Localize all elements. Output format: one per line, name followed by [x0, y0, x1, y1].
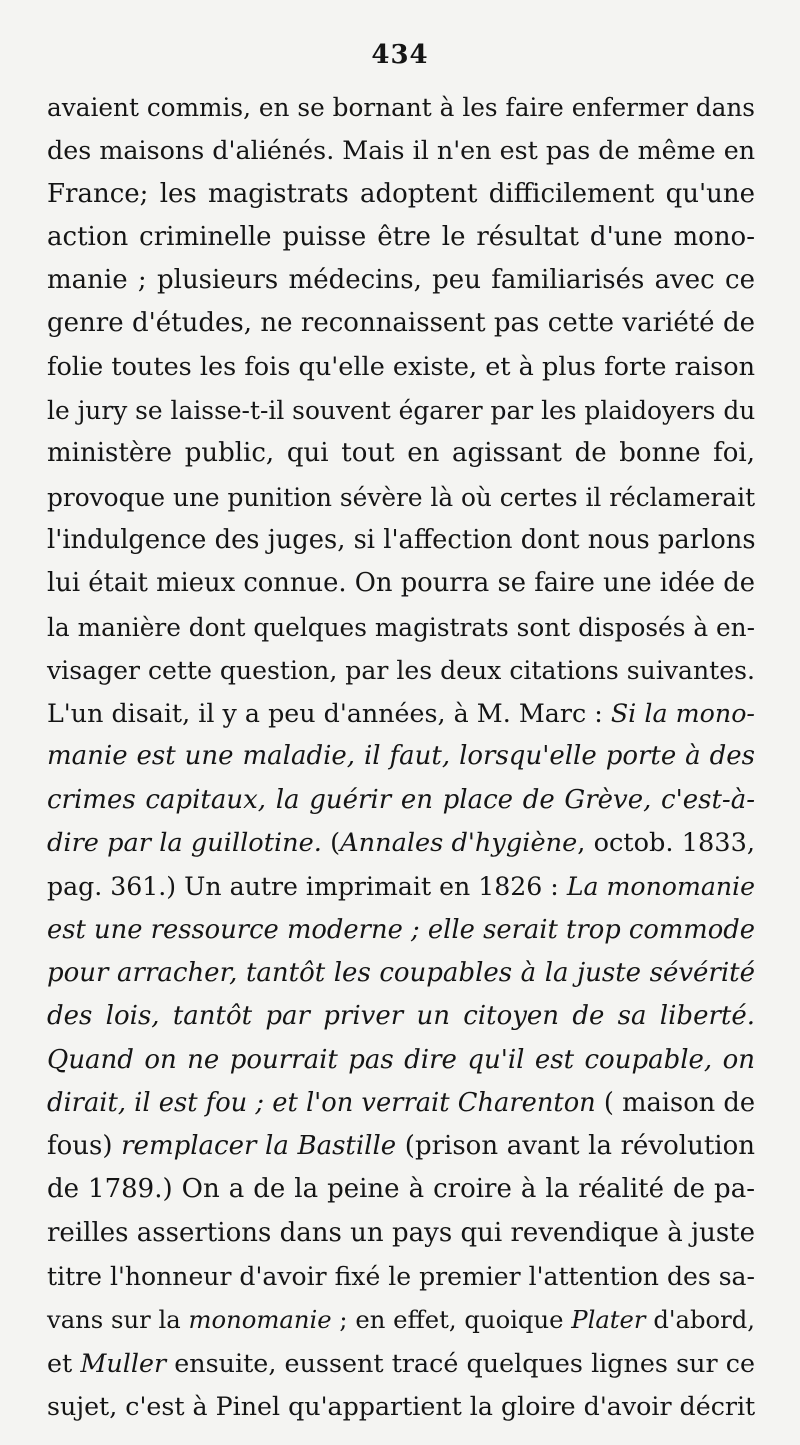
italic-text: Annales d'hygiène	[340, 828, 578, 859]
text-line	[47, 86, 755, 129]
text-run: ; en effet, quoique	[331, 1305, 572, 1335]
text-line	[47, 476, 755, 519]
text-run: avaient commis, en se bornant à les faire enfermer dans	[47, 93, 755, 122]
text-run: d'abord,	[645, 1305, 755, 1335]
text-line	[47, 216, 755, 259]
text-run: action criminelle puisse être le résultat d'une mono-	[47, 221, 755, 252]
text-run: l'indulgence des juges, si l'affection dont nous parlons	[47, 524, 756, 555]
text-run: visager cette question, par les deux citations suivantes.	[47, 655, 755, 685]
text-run: folie toutes les fois qu'elle existe, et à plus forte raison	[47, 351, 755, 382]
italic-text: La monomanie	[566, 872, 755, 902]
text-run: , octob. 1833,	[577, 828, 755, 859]
text-line	[47, 822, 755, 865]
text-line	[47, 606, 755, 649]
italic-text: crimes capitaux, la guérir en place de Grève, c'est-à-	[47, 784, 755, 815]
text-run: ( maison de	[595, 1087, 756, 1118]
text-line	[47, 735, 755, 778]
text-run: pag. 361.) Un autre imprimait en 1826 :	[47, 872, 567, 902]
text-line	[47, 909, 755, 952]
italic-text: des lois, tantôt par priver un citoyen de sa liberté.	[47, 1001, 755, 1032]
text-line	[47, 1342, 755, 1385]
text-run: (prison avant la révolution	[396, 1131, 755, 1162]
italic-text: pour arracher, tantôt les coupables à la juste sévérité	[47, 957, 755, 988]
text-run: France; les magistrats adoptent difficilement qu'une	[47, 178, 755, 209]
italic-text: Plater	[571, 1305, 646, 1335]
text-run: titre l'honneur d'avoir fixé le premier l'attention des sa-	[47, 1262, 755, 1292]
italic-text: Si la mono-	[610, 698, 755, 729]
text-line	[47, 129, 755, 172]
text-line	[47, 1385, 755, 1428]
italic-text: manie est une maladie, il faut, lorsqu'elle porte à des	[47, 741, 755, 772]
page-number: 434	[371, 40, 429, 70]
text-run: fous)	[47, 1131, 122, 1162]
text-line	[47, 1168, 755, 1211]
italic-text: dire par la guillotine.	[47, 828, 331, 859]
text-run: la manière dont quelques magistrats sont disposés à en-	[47, 612, 755, 642]
text-run: le jury se laisse-t-il souvent égarer par les plaidoyers du	[47, 396, 756, 426]
text-line	[47, 1298, 755, 1341]
text-run: lui était mieux connue. On pourra se faire une idée de	[47, 568, 755, 599]
text-run: reilles assertions dans un pays qui revendique à juste	[47, 1217, 755, 1248]
italic-text: Quand on ne pourrait pas dire qu'il est coupable, on	[47, 1044, 755, 1075]
text-line	[47, 952, 755, 995]
text-line	[47, 1255, 755, 1298]
text-line	[47, 865, 755, 908]
text-line	[47, 779, 755, 822]
text-line	[47, 692, 755, 735]
text-run: manie ; plusieurs médecins, peu familiarisés avec ce	[47, 265, 755, 296]
text-line	[47, 1039, 755, 1082]
text-line	[47, 432, 755, 475]
text-line	[47, 995, 755, 1038]
text-run: ensuite, eussent tracé quelques lignes sur ce	[166, 1347, 755, 1378]
text-run: genre d'études, ne reconnaissent pas cette variété de	[47, 308, 755, 339]
text-line	[47, 389, 755, 432]
text-line	[47, 302, 755, 345]
text-line	[47, 1082, 755, 1125]
text-line	[47, 649, 755, 692]
italic-text: est une ressource moderne ; elle serait trop commode	[47, 914, 755, 945]
text-run: vans sur la	[47, 1305, 189, 1335]
text-run: (	[330, 828, 341, 859]
text-line	[47, 259, 755, 302]
text-run: de 1789.) On a de la peine à croire à la réalité de pa-	[47, 1174, 755, 1205]
italic-text: monomanie	[188, 1305, 332, 1335]
text-line	[47, 562, 755, 605]
text-line	[47, 519, 755, 562]
text-run: des maisons d'aliénés. Mais il n'en est pas de même en	[47, 135, 756, 166]
text-line	[47, 1212, 755, 1255]
text-run: et	[47, 1347, 81, 1378]
text-line	[47, 173, 755, 216]
text-run: sujet, c'est à Pinel qu'appartient la gloire d'avoir décrit	[47, 1391, 756, 1421]
text-line	[47, 346, 755, 389]
text-run: provoque une punition sévère là où certes il réclamerait	[47, 482, 756, 512]
italic-text: dirait, il est fou ; et l'on verrait Charenton	[47, 1087, 596, 1118]
text-run: L'un disait, il y a peu d'années, à M. Marc :	[47, 698, 611, 729]
italic-text: Muller	[80, 1347, 167, 1378]
body-text	[47, 86, 755, 1428]
text-line	[47, 1125, 755, 1168]
text-run: ministère public, qui tout en agissant de bonne foi,	[47, 438, 755, 469]
italic-text: remplacer la Bastille	[121, 1131, 397, 1162]
